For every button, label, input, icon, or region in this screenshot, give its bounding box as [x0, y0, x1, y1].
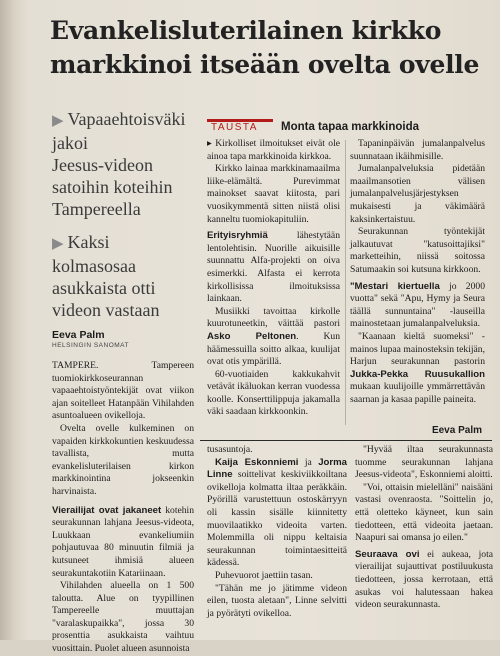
middle-paragraph-1b: soittelivat keskiviikkoiltana ovikelloja kolmatta iltaa peräkkäin. Pyörillä varustettuun ostoskärryyn oli kassin sisälle kiinnitetty muovilaatikko videoita varten. Molemmilla oli nippu keltaisia seurakunnan toimintaesitteitä kädessä. — [207, 469, 347, 569]
bullet-icon: ▸ — [207, 138, 212, 149]
sidebar-2-paragraph-5b: mukaan kuulijoille ymmärrettävän saarnan ja kasaa papille paineita. — [350, 381, 485, 405]
sidebar-1-paragraph-4b: . Kun häämessuilla soitto alkaa, kuulijat ovat otis ympärillä. — [207, 330, 340, 368]
sidebar-1-paragraph-5: 60-vuotiaiden kakkukahvit vetävät ikäluokan kerran vuodessa koolle. Konserttilippuja jakamalla väki saadaan kirkkoonkin. — [207, 368, 340, 418]
sidebar-2-paragraph-2: Jumalanpalveluksia pidetään maailmansotien välisen jumalanpalvelusjärjestyksen mukaisesti ja väkimäärä kaksinkertaistuu. — [350, 163, 485, 225]
sidebar-2-paragraph-3: Seurakunnan työntekijät jalkautuvat "katusoittajiksi" marketteihin, niissä soitossa Satumaakin soi kutsuna kirkkoon. — [350, 226, 485, 275]
left-paragraph-1: TAMPERE. Tampereen tuomiokirkkoseurannan vapaaehtoistyöntekijät ovat viikon ajan soitelleet Hatanpään Vihilahden asuntoalueen ovikelloja. — [52, 360, 194, 422]
tausta-label: TAUSTA — [211, 122, 258, 133]
sidebar-1-bold-1: Erityisryhmiä — [207, 230, 268, 242]
sidebar-column-rule — [345, 140, 346, 425]
sidebar-1-paragraph-4a: Musiikki tavoittaa kirkolle kuurotuneetkin, väittää pastori — [207, 305, 340, 330]
paper-fold-shadow — [0, 0, 14, 640]
deck-1-line-4: satoihin koteihin — [52, 177, 173, 197]
left-paragraph-3: kotehin seurakunnan lahjana Jeesus-videota, Luukkaan evankeliumiin pohjautuvaa 80 minuutin filmiä ja kutsuneet ihmisiä alueen seurakuntakotiin Katariinaan. — [52, 504, 194, 579]
right-paragraph-2: "Voi, ottaisin mielelläni" naisääni vastasi ovenraosta. "Soittelin jo, että oletteko käyneet, kun sain tiedotteen, että videoita jaetaan. Naapuri sai omansa jo eilen." — [355, 481, 493, 544]
middle-paragraph-2: Puhevuorot jaettiin tasan. — [215, 569, 313, 581]
sidebar-1-bold-2: Asko Peltonen — [207, 330, 297, 342]
left-subhead: Vierailijat ovat jakaneet — [52, 504, 162, 516]
sidebar-2-paragraph-5a: "Kaanaan kieltä suomeksi" -mainos lupaa mainosteksin tekijän, Harjun seurakunnan pastorin — [350, 330, 485, 368]
sidebar-1-paragraph-3: lähestytään lentolehtisin. Nuorille aikuisille suunnattu Alfa-projekti on oiva esimerkki. Alfasta ei kerrota kirkollisissa ilmoituksissa lainkaan. — [207, 230, 340, 305]
sidebar-title: Monta tapaa markkinoida — [281, 121, 420, 133]
sidebar-signature: Eeva Palm — [431, 425, 482, 436]
middle-bold-1: Kaija Eskonniemi — [215, 456, 299, 468]
byline — [52, 329, 129, 349]
triangle-bullet-icon: ▶ — [52, 113, 64, 129]
sidebar-bottom-rule — [200, 440, 492, 441]
deck-1-line-2: jakoi — [52, 133, 88, 153]
deck-2-line-3: asukkaista otti — [52, 278, 156, 298]
deck-1-line-3: Jeesus-videon — [52, 155, 153, 175]
sidebar-column-1 — [207, 138, 340, 423]
headline-line-2: markkinoi itseään ovelta ovelle — [50, 50, 480, 79]
sidebar-1-paragraph-1: Kirkolliset ilmoitukset eivät ole ainoa tapa markkinoida kirkkoa. — [207, 138, 340, 162]
sidebar-2-bold-1: "Mestari kiertuella — [350, 280, 440, 292]
headline — [50, 14, 495, 82]
sidebar-2-paragraph-4: jo 2000 vuotta" sekä "Apu, Hymy ja Seura täällä sunnuntaina" -lauseilla mainostetaan jumalanpalveluksia. — [350, 280, 485, 330]
sidebar-2-bold-2: Jukka-Pekka Ruusukallion — [350, 368, 485, 380]
deck-2 — [52, 231, 202, 321]
headline-line-1: Evankelisluterilainen kirkko — [50, 16, 442, 45]
right-paragraph-3: ei aukeaa, jota vierailijat sujauttivat postiluukusta tiedotteen, jossa kerrotaan, että asukas voi halutessaan hakea videon seurakunnasta. — [355, 548, 493, 611]
middle-lower-column — [207, 444, 347, 636]
sidebar-1-paragraph-2: Kirkko lainaa markkinamaailma liike-elämältä. Purevimmat mainokset saavat kiitosta, pari vuosikymmentä sitten niistä olisi kanneltu tuomiokapituliin. — [207, 163, 340, 225]
sidebar-column-2 — [350, 138, 485, 423]
right-paragraph-1: "Hyvää iltaa seurakunnasta tuomme seurakunnan lahjana Jeesus-videota", Eskonniemi aloitti. — [355, 444, 493, 481]
byline-name: Eeva Palm — [52, 329, 105, 341]
left-column — [52, 360, 194, 655]
deck-1-line-5: Tampereella — [52, 199, 141, 219]
left-paragraph-2: Ovelta ovelle kulkeminen on vapaiden kirkkokuntien keskuudessa tavallista, mutta evankelisluterilaisen kirkon markkinointina jokseenkin harvinaista. — [52, 422, 194, 497]
middle-bold-2: Jorma Linne — [207, 456, 347, 481]
deck-1 — [52, 108, 202, 220]
middle-paragraph-1a: ja — [298, 456, 319, 468]
right-subhead: Seuraava ovi — [355, 548, 420, 560]
middle-paragraph-3: "Tähän me jo jätimme videon eilen, tuosta aletaan", Linne selvitti ja pyörätyti ovikelloa. — [207, 582, 347, 619]
deck-1-line-1: Vapaaehtoisväki — [67, 109, 186, 129]
deck-2-line-1: Kaksi — [67, 232, 110, 252]
sidebar-2-paragraph-1: Tapaninpäivän jumalanpalvelus suunnataan ikäihmisille. — [350, 138, 485, 162]
deck-2-line-2: kolmasosaa — [52, 256, 136, 276]
middle-paragraph-0: tusasuntoja. — [207, 444, 253, 455]
deck-2-line-4: videon vastaan — [52, 300, 160, 320]
byline-org: HELSINGIN SANOMAT — [52, 342, 130, 349]
triangle-bullet-icon: ▶ — [52, 236, 64, 252]
right-lower-column — [355, 444, 493, 636]
left-paragraph-4: Vihilahden alueella on 1 500 taloutta. Alue on tyypillinen Tampereelle muuttajan "varalaskupaikka", jossa 30 prosenttia asukkaista vaihtuu vuosittain. Puolet alueen asunnoista — [52, 580, 194, 655]
